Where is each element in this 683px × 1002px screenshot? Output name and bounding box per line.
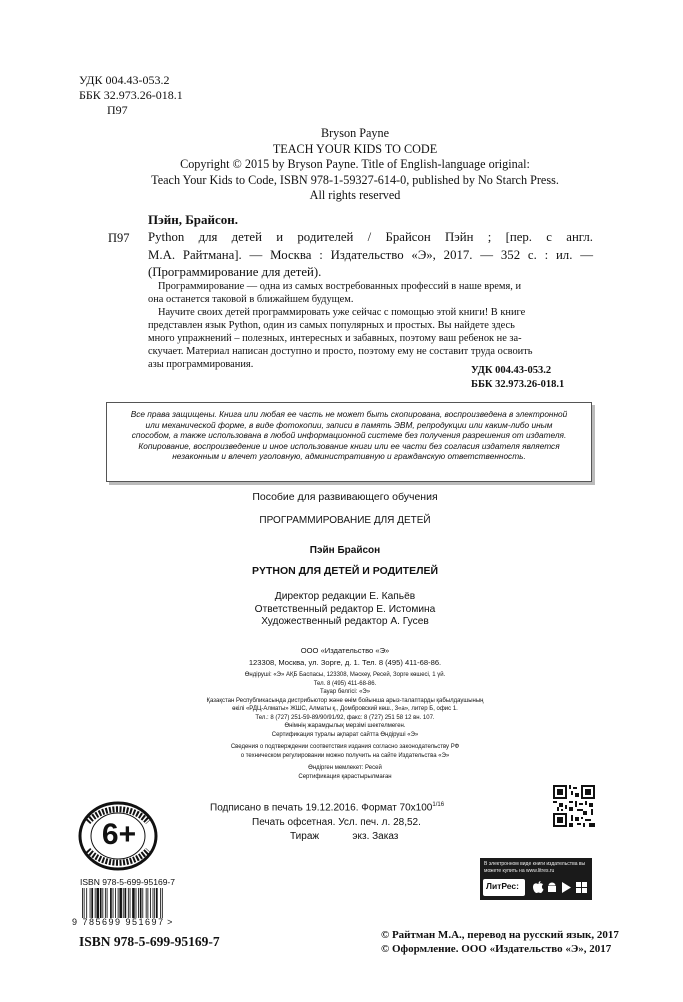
top-code: П97 bbox=[107, 103, 128, 117]
android-icon bbox=[548, 883, 556, 893]
distribution-line-5: өкілі «РДЦ-Алматы» ЖШС, Алматы қ., Домбровский көш., 3«а», литер Б, офис 1. bbox=[232, 706, 458, 712]
print-line-3: Тираж экз. Заказ bbox=[290, 831, 399, 843]
rights-line-5: незаконным и влечет уголовную, административную и гражданскую ответственность. bbox=[172, 451, 526, 461]
windows-icon bbox=[576, 882, 581, 887]
print-line-1 bbox=[210, 798, 490, 816]
barcode-bar bbox=[119, 888, 122, 918]
distribution-line-4: Қазақстан Республикасында дистрибьютор және өнім бойынша арыз-талаптарды қабылдаушының bbox=[206, 697, 484, 704]
barcode-bar bbox=[154, 888, 155, 918]
barcode-bar bbox=[130, 888, 131, 918]
age-rating-text: 6+ bbox=[101, 818, 137, 851]
rights-line-2: или механической форме, в виде фотокопии, записи в память ЭВМ, репродукции или каким-либо иным bbox=[145, 419, 553, 430]
catalog-annotation bbox=[148, 280, 593, 371]
litres-notice: В электронном виде книги издательства вы можете купить на www.litres.ru bbox=[484, 861, 586, 874]
distribution-line-1: Өндіруші: «Э» АҚБ Баспасы, 123308, Мәскеу, Ресей, Зорге көшесі, 1 үй. bbox=[244, 672, 446, 678]
catalog-description bbox=[148, 229, 593, 282]
barcode-bar bbox=[115, 888, 116, 918]
distribution-line-3: Тауар белгісі: «Э» bbox=[319, 689, 371, 695]
barcode-bar bbox=[132, 888, 135, 918]
litres-logo-box bbox=[483, 879, 525, 896]
barcode-bar bbox=[123, 888, 124, 918]
imprint-purpose: Пособие для развивающего обучения bbox=[252, 491, 438, 503]
catalog-side-code: П97 bbox=[108, 231, 130, 245]
original-edition-info bbox=[60, 126, 650, 204]
distribution-line-7: Өнімнің жарамдылық мерзімі шектелмеген. bbox=[284, 723, 406, 729]
imprint-distribution bbox=[120, 671, 570, 781]
barcode-bar bbox=[142, 888, 143, 918]
barcode-bar bbox=[102, 888, 103, 918]
barcode-bar bbox=[84, 888, 85, 918]
staff-line-1: Директор редакции Е. Капьёв bbox=[274, 591, 416, 602]
barcode-bar bbox=[96, 888, 99, 918]
barcode-bar bbox=[82, 888, 83, 918]
distribution-line-12: Сертификация қарастырылмаған bbox=[298, 773, 392, 780]
isbn-large: ISBN 978-5-699-95169-7 bbox=[79, 934, 220, 949]
barcode-icon bbox=[80, 888, 198, 918]
barcode-digits: 9 785699 951697 > bbox=[72, 917, 173, 927]
catalog-codes bbox=[471, 364, 564, 392]
copyright-ru-translation: © Райтман М.А., перевод на русский язык, 2017 bbox=[381, 929, 619, 941]
google-play-icon bbox=[562, 882, 571, 893]
distribution-line-11: Өндірген мемлекет: Ресей bbox=[308, 765, 382, 771]
barcode-bar bbox=[95, 888, 96, 918]
rights-line-4: Копирование, воспроизведение и иное использование книги или ее части без согласия издателя является bbox=[138, 440, 560, 451]
barcode-bar bbox=[90, 888, 91, 918]
distribution-line-6: Тел.: 8 (727) 251-59-89/90/91/92, факс: 8 (727) 251 58 12 вн. 107. bbox=[255, 714, 435, 721]
annotation-line-6: скучает. Материал написан доступно и просто, поэтому ему не составит труда освоить bbox=[148, 346, 533, 357]
annotation-line-7: азы программирования. bbox=[148, 359, 254, 370]
copyright-ru bbox=[381, 928, 619, 956]
age-rating-badge bbox=[78, 800, 164, 872]
barcode-bar bbox=[160, 888, 161, 918]
publisher-address: 123308, Москва, ул. Зорге, д. 1. Тел. 8 (495) 411-68-86. bbox=[248, 658, 442, 667]
barcode-bar bbox=[118, 888, 119, 918]
barcode-bar bbox=[105, 888, 106, 918]
print-format-fraction: 1/16 bbox=[432, 802, 445, 808]
barcode-bar bbox=[110, 888, 112, 918]
isbn-small: ISBN 978-5-699-95169-7 bbox=[80, 877, 175, 887]
annotation-line-4: представлен язык Python, один из самых популярных и простых. Вы найдете здесь bbox=[148, 320, 515, 331]
barcode-bar bbox=[138, 888, 139, 918]
barcode-bar bbox=[113, 888, 114, 918]
distribution-line-10: о техническом регулировании можно получить на сайте Издательства «Э» bbox=[240, 752, 450, 759]
barcode bbox=[80, 888, 198, 918]
original-copyright-3: All rights reserved bbox=[309, 188, 401, 202]
print-line-2: Печать офсетная. Усл. печ. л. 28,52. bbox=[252, 816, 421, 828]
staff-line-2: Ответственный редактор Е. Истомина bbox=[254, 603, 436, 615]
annotation-line-2: она останется таковой в ближайшем будущем. bbox=[148, 294, 354, 305]
barcode-bar bbox=[100, 888, 102, 918]
distribution-line-8: Сертификация туралы ақпарат сайтта Өндіруші «Э» bbox=[271, 731, 419, 738]
barcode-bar bbox=[162, 888, 163, 918]
staff-line-3: Художественный редактор А. Гусев bbox=[261, 616, 429, 627]
barcode-bar bbox=[91, 888, 93, 918]
rights-line-1: Все права защищены. Книга или любая ее часть не может быть скопирована, воспроизведена в электронной bbox=[130, 409, 568, 419]
original-copyright-1: Copyright © 2015 by Bryson Payne. Title of English-language original: bbox=[180, 157, 530, 171]
barcode-bar bbox=[147, 888, 148, 918]
barcode-bar bbox=[153, 888, 154, 918]
qr-code-icon bbox=[553, 785, 595, 827]
catalog-desc-line-1: Python для детей и родителей / Брайсон Пэйн ; [пер. с англ. bbox=[148, 230, 593, 244]
copyright-ru-design: © Оформление. ООО «Издательство «Э», 2017 bbox=[381, 943, 612, 955]
rights-notice bbox=[113, 409, 585, 462]
imprint-print-info bbox=[210, 798, 490, 845]
barcode-bar bbox=[156, 888, 158, 918]
annotation-line-3: Научите своих детей программировать уже сейчас с помощью этой книги! В книге bbox=[158, 307, 526, 318]
rights-notice-box bbox=[106, 402, 592, 482]
catalog-author: Пэйн, Брайсон. bbox=[148, 212, 239, 227]
imprint-series: ПРОГРАММИРОВАНИЕ ДЛЯ ДЕТЕЙ bbox=[259, 515, 431, 526]
original-author: Bryson Payne bbox=[320, 126, 390, 140]
imprint-author: Пэйн Брайсон bbox=[309, 545, 381, 556]
barcode-bar bbox=[125, 888, 127, 918]
barcode-bar bbox=[150, 888, 151, 918]
top-classification bbox=[79, 73, 183, 118]
apple-icon bbox=[533, 881, 544, 893]
barcode-bar bbox=[86, 888, 87, 918]
original-title: TEACH YOUR KIDS TO CODE bbox=[272, 141, 438, 156]
print-signed: Подписано в печать 19.12.2016. Формат 70x100 bbox=[210, 802, 433, 814]
catalog-desc-line-2: М.А. Райтмана]. — Москва : Издательство «Э», 2017. — 352 с. : ил. — bbox=[148, 247, 593, 262]
rights-line-3: способом, а также использована в любой информационной системе без получения разрешения от издателя. bbox=[131, 430, 567, 440]
litres-logo-text: ЛитРес: bbox=[486, 881, 519, 891]
litres-block bbox=[480, 858, 592, 900]
catalog-udk: УДК 004.43-053.2 bbox=[471, 365, 552, 376]
barcode-bar bbox=[146, 888, 147, 918]
annotation-line-5: много упражнений – полезных, интересных и забавных, поэтому ваш ребенок не за- bbox=[148, 333, 522, 344]
barcode-bar bbox=[136, 888, 137, 918]
distribution-line-2: Тел. 8 (495) 411-68-86. bbox=[313, 680, 377, 687]
publisher-name: ООО «Издательство «Э» bbox=[300, 646, 390, 655]
catalog-desc-line-3: (Программирование для детей). bbox=[148, 265, 322, 279]
top-bbk: ББК 32.973.26-018.1 bbox=[79, 88, 183, 102]
barcode-digit-text: 9 785699 951697 bbox=[72, 917, 165, 927]
barcode-bar bbox=[140, 888, 142, 918]
annotation-line-1: Программирование — одна из самых востребованных профессий в наше время, и bbox=[158, 281, 522, 292]
barcode-bar bbox=[128, 888, 129, 918]
imprint-publisher bbox=[100, 645, 590, 669]
app-store-icons bbox=[532, 881, 588, 899]
imprint-staff bbox=[100, 591, 590, 629]
original-copyright-2: Teach Your Kids to Code, ISBN 978-1-59327-614-0, published by No Starch Press. bbox=[151, 172, 559, 187]
barcode-bar bbox=[107, 888, 108, 918]
catalog-bbk: ББК 32.973.26-018.1 bbox=[471, 379, 565, 390]
distribution-line-9: Сведения о подтверждении соответствия издания согласно законодательству РФ bbox=[230, 744, 460, 750]
imprint-title: PYTHON ДЛЯ ДЕТЕЙ И РОДИТЕЛЕЙ bbox=[251, 565, 439, 577]
top-udk: УДК 004.43-053.2 bbox=[79, 73, 170, 87]
